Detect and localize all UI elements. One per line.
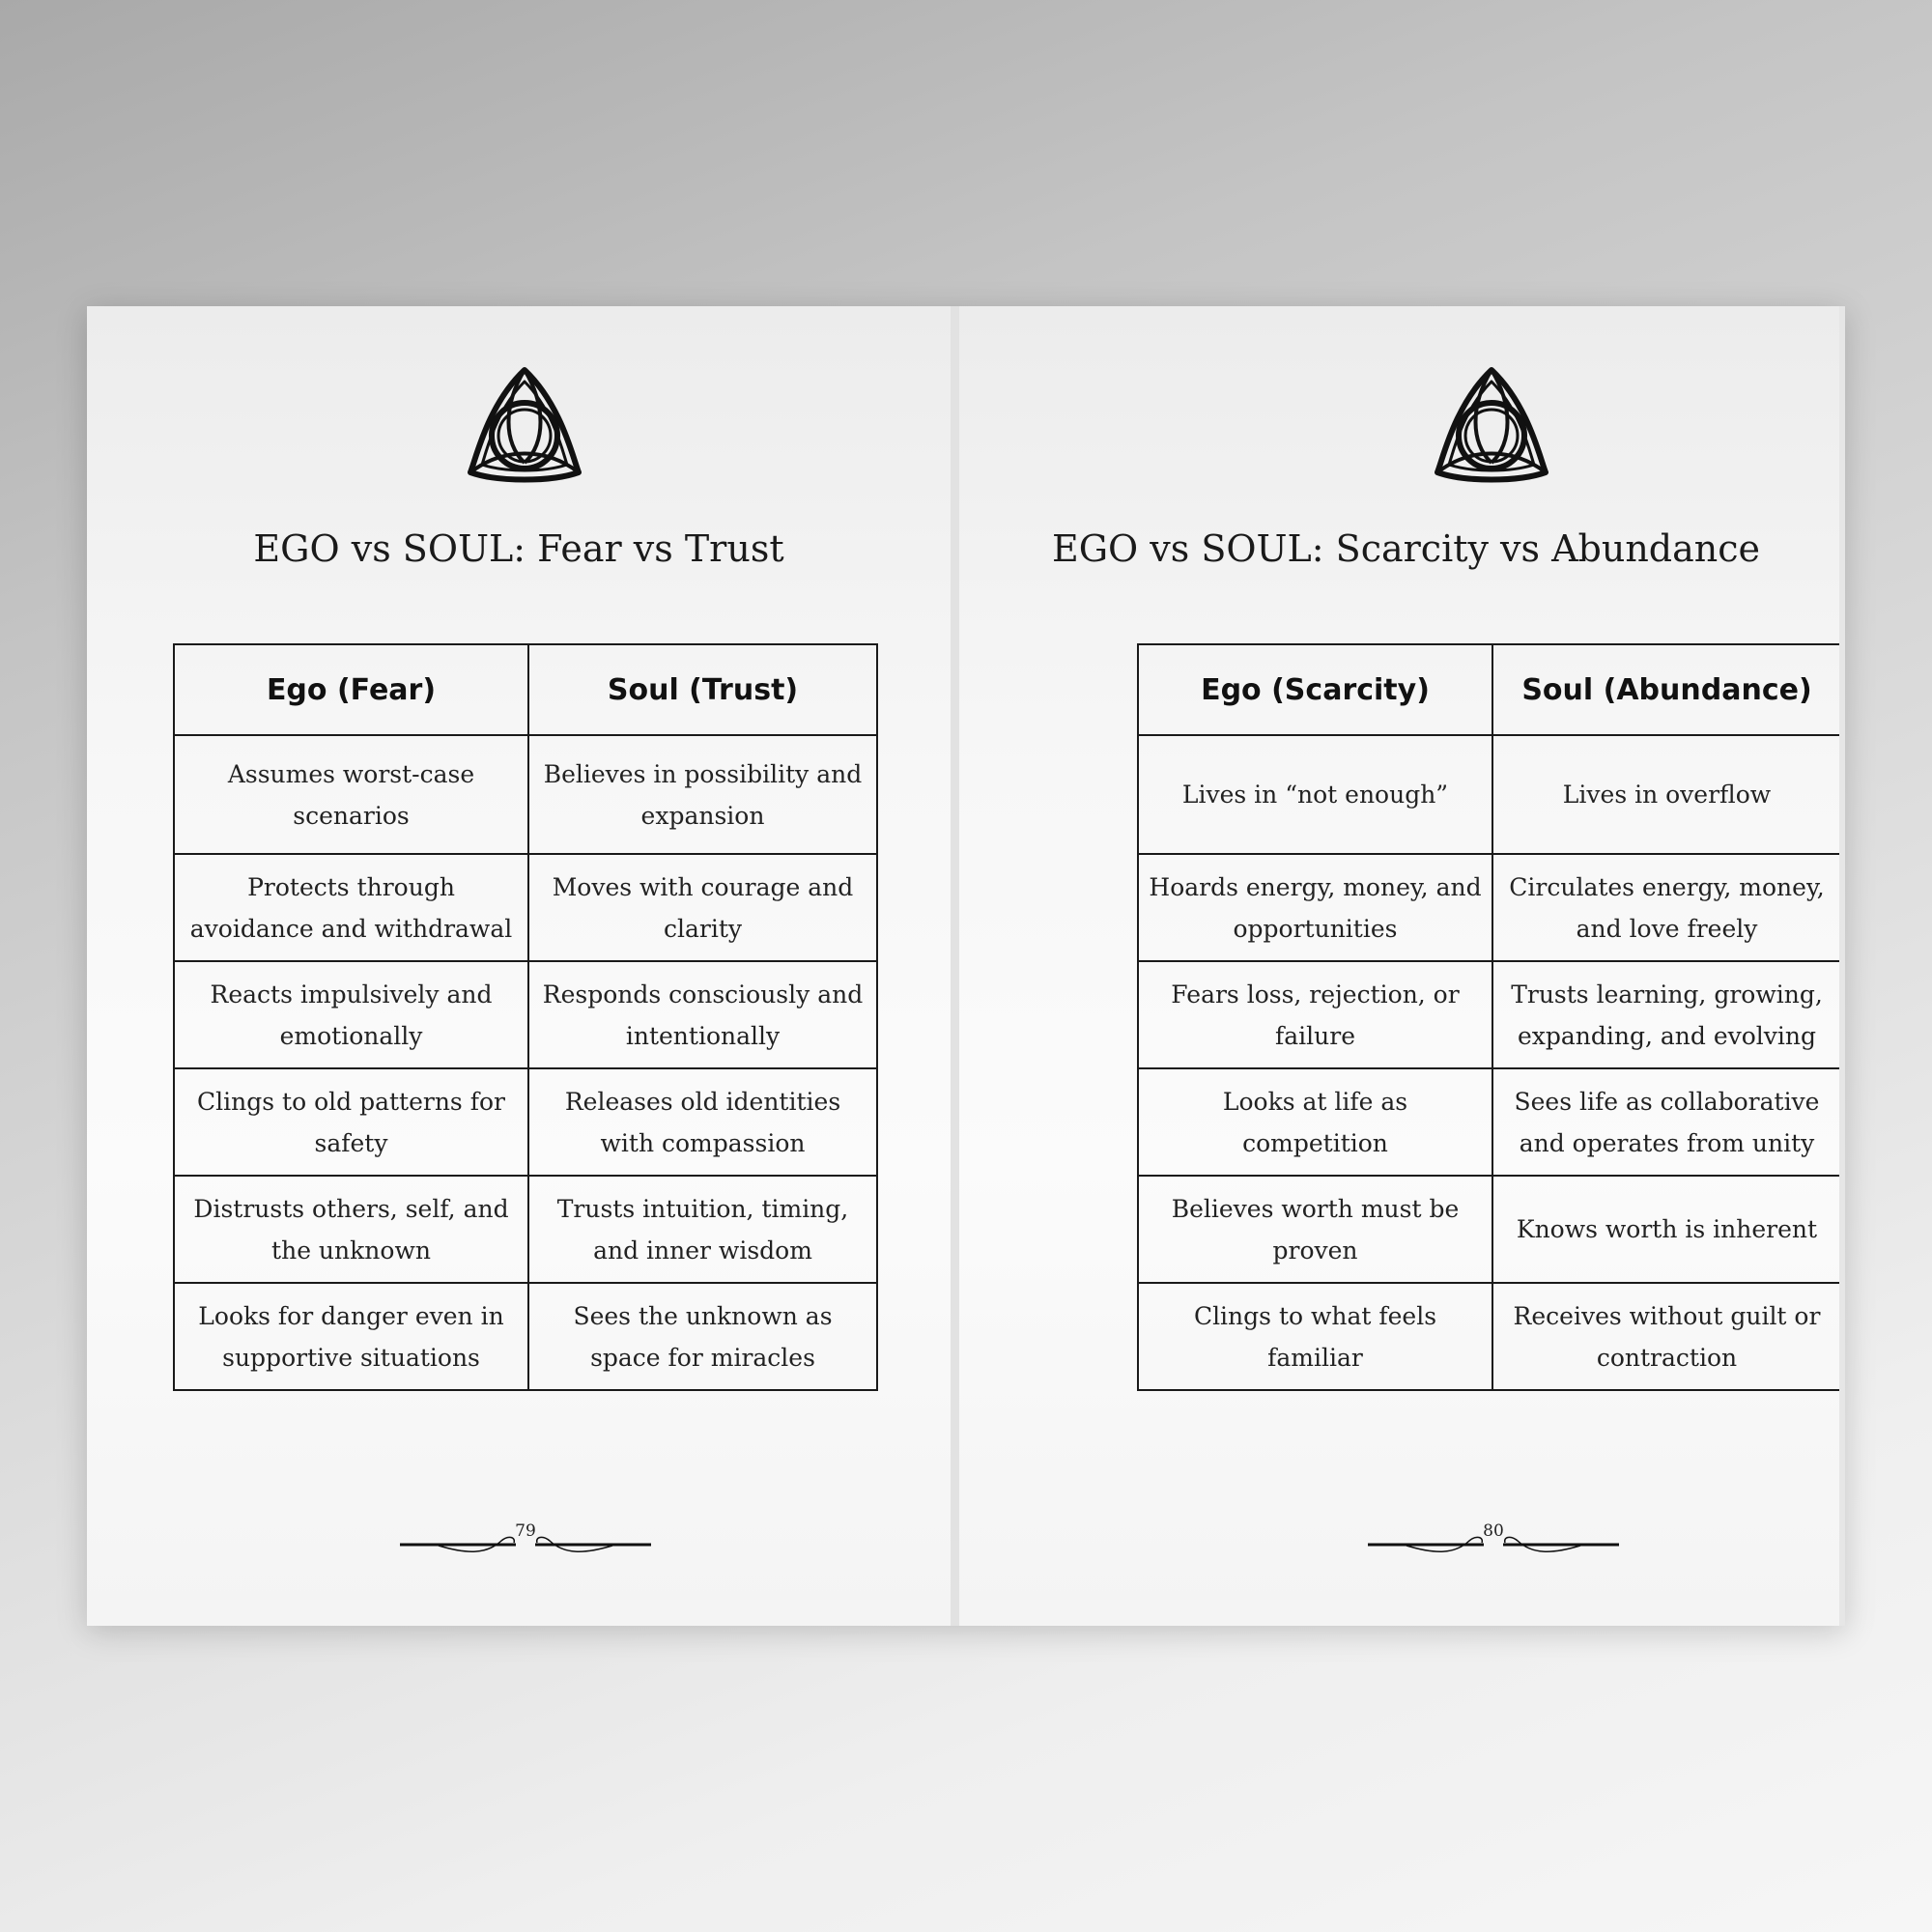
table-cell-soul: Circulates energy, money, and love freely	[1492, 854, 1841, 961]
page-number: 79	[515, 1521, 536, 1541]
table-cell-soul: Lives in overflow	[1492, 735, 1841, 854]
comparison-table	[1137, 643, 1842, 1391]
table-row	[174, 1176, 877, 1283]
table-cell-ego: Reacts impulsively and emotionally	[174, 961, 528, 1068]
table-cell-soul: Sees the unknown as space for miracles	[528, 1283, 877, 1390]
table-cell-ego: Fears loss, rejection, or failure	[1138, 961, 1492, 1068]
table-cell-ego: Protects through avoidance and withdrawal	[174, 854, 528, 961]
table-row	[1138, 1283, 1841, 1390]
table-row	[1138, 1176, 1841, 1283]
table-cell-soul: Trusts learning, growing, expanding, and evolving	[1492, 961, 1841, 1068]
table-cell-soul: Knows worth is inherent	[1492, 1176, 1841, 1283]
table-header-row	[174, 644, 877, 735]
table-row	[1138, 735, 1841, 854]
table-row	[1138, 1068, 1841, 1176]
book-gutter	[951, 306, 959, 1626]
table-row	[1138, 854, 1841, 961]
page-number: 80	[1483, 1521, 1504, 1541]
table-cell-ego: Looks at life as competition	[1138, 1068, 1492, 1176]
table-cell-soul: Sees life as collaborative and operates from unity	[1492, 1068, 1841, 1176]
book-spread	[87, 306, 1845, 1626]
column-header-soul: Soul (Trust)	[528, 644, 877, 735]
column-header-ego: Ego (Fear)	[174, 644, 528, 735]
table-cell-ego: Clings to old patterns for safety	[174, 1068, 528, 1176]
table-cell-ego: Believes worth must be proven	[1138, 1176, 1492, 1283]
table-cell-soul: Believes in possibility and expansion	[528, 735, 877, 854]
page-footer	[400, 1520, 651, 1558]
page-footer	[1368, 1520, 1619, 1558]
table-cell-ego: Hoards energy, money, and opportunities	[1138, 854, 1492, 961]
page-left	[87, 306, 951, 1626]
column-header-soul: Soul (Abundance)	[1492, 644, 1841, 735]
triquetra-knot-icon	[465, 366, 584, 484]
table-cell-ego: Assumes worst-case scenarios	[174, 735, 528, 854]
table-row	[1138, 961, 1841, 1068]
table-cell-soul: Receives without guilt or contraction	[1492, 1283, 1841, 1390]
page-title: EGO vs SOUL: Scarcity vs Abundance	[1051, 527, 1761, 570]
table-cell-ego: Clings to what feels familiar	[1138, 1283, 1492, 1390]
page-edge	[1839, 306, 1845, 1626]
table-row	[174, 1283, 877, 1390]
comparison-table	[173, 643, 878, 1391]
column-header-ego: Ego (Scarcity)	[1138, 644, 1492, 735]
table-header-row	[1138, 644, 1841, 735]
page-title: EGO vs SOUL: Fear vs Trust	[253, 527, 784, 570]
table-cell-ego: Distrusts others, self, and the unknown	[174, 1176, 528, 1283]
table-cell-soul: Releases old identities with compassion	[528, 1068, 877, 1176]
table-cell-ego: Looks for danger even in supportive situations	[174, 1283, 528, 1390]
table-row	[174, 1068, 877, 1176]
table-row	[174, 854, 877, 961]
page-right	[959, 306, 1845, 1626]
table-cell-soul: Moves with courage and clarity	[528, 854, 877, 961]
table-cell-ego: Lives in “not enough”	[1138, 735, 1492, 854]
table-cell-soul: Trusts intuition, timing, and inner wisdom	[528, 1176, 877, 1283]
table-row	[174, 735, 877, 854]
table-row	[174, 961, 877, 1068]
triquetra-knot-icon	[1432, 366, 1551, 484]
table-cell-soul: Responds consciously and intentionally	[528, 961, 877, 1068]
